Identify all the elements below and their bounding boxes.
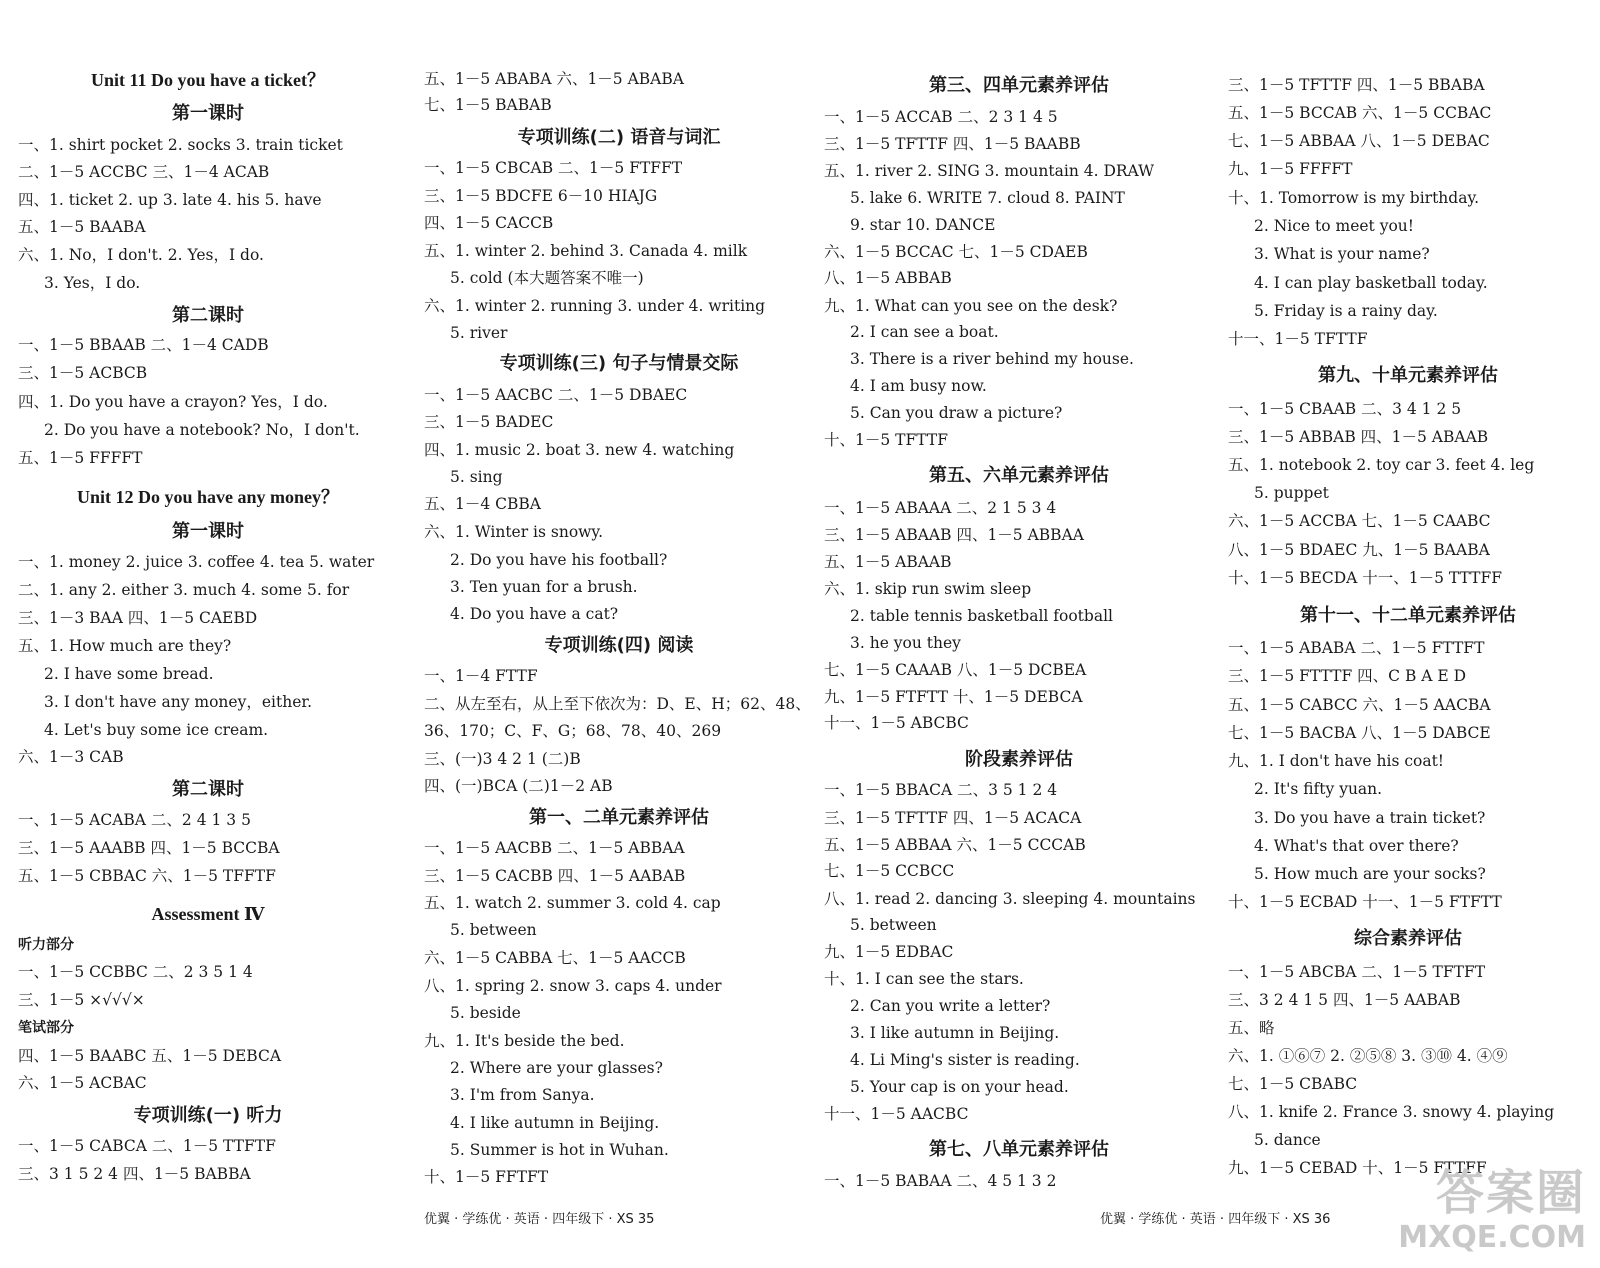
answer-line: 七、1－5 CBABC (1228, 1075, 1358, 1093)
answer-line: 3. he you they (850, 634, 961, 652)
section-heading: 第五、六单元素养评估 (929, 465, 1109, 486)
answer-line: 二、从左至右，从上至下依次为：D、E、H；62、48、 (424, 695, 811, 713)
answer-line: 三、1－5 TFTTF 四、1－5 ACACA (824, 809, 1082, 827)
answer-line: 一、1－5 BABAA 二、4 5 1 3 2 (824, 1172, 1057, 1190)
answer-line: 5. Your cap is on your head. (850, 1078, 1069, 1096)
answer-line: 一、1－5 AACBB 二、1－5 ABBAA (424, 839, 685, 857)
answer-line: 3. Yes，I do. (44, 274, 141, 292)
answer-line: 五、1－5 FFFFT (18, 449, 143, 467)
unit-title: Unit 12 Do you have any money？ (76, 487, 340, 507)
answer-line: 三、1－5 FTTTF 四、C B A E D (1228, 667, 1467, 685)
section-heading: 第一、二单元素养评估 (529, 807, 709, 828)
answer-line: 一、1－5 ACCAB 二、2 3 1 4 5 (824, 108, 1058, 126)
answer-line: 4. Let's buy some ice cream. (44, 721, 269, 739)
answer-line: 2. It's fifty yuan. (1254, 780, 1383, 798)
answer-line: 3. There is a river behind my house. (850, 350, 1134, 368)
answer-line: 一、1－5 ABABA 二、1－5 FTTFT (1228, 639, 1485, 657)
answer-line: 三、1－5 ACBCB (18, 364, 148, 382)
section-heading: 专项训练(二) 语音与词汇 (517, 127, 721, 148)
section-heading: 第十一、十二单元素养评估 (1300, 605, 1516, 626)
answer-line: 四、1－5 CACCB (424, 214, 554, 232)
answer-line: 一、1－5 CCBBC 二、2 3 5 1 4 (18, 963, 253, 981)
watermark-text-2: MXQE.COM (1398, 1220, 1586, 1255)
answer-line: 四、1. ticket 2. up 3. late 4. his 5. have (18, 191, 322, 209)
answer-line: 五、1－5 ABAAB (824, 553, 952, 571)
answer-line: 九、1. I don't have his coat! (1228, 752, 1445, 770)
answer-line: 五、1. watch 2. summer 3. cold 4. cap (424, 894, 721, 912)
answer-line: 三、1－5 ×√√√× (18, 991, 145, 1009)
answer-line: 十一、1－5 ABCBC (824, 714, 969, 732)
answer-line: 十一、1－5 TFTTF (1228, 330, 1368, 348)
answer-line: 三、1－5 TFTTF 四、1－5 BAABB (824, 135, 1081, 153)
answer-line: 七、1－5 BACBA 八、1－5 DABCE (1228, 724, 1491, 742)
answer-line: 3. I like autumn in Beijing. (850, 1024, 1060, 1042)
answer-line: 一、1－5 ABAAA 二、2 1 5 3 4 (824, 499, 1057, 517)
answer-line: 三、1－5 ABAAB 四、1－5 ABBAA (824, 526, 1084, 544)
watermark-logo (1396, 1154, 1586, 1260)
section-heading: 专项训练(四) 阅读 (544, 635, 694, 656)
answer-line: 六、1－5 BCCAC 七、1－5 CDAEB (824, 243, 1088, 261)
answer-line: 十一、1－5 AACBC (824, 1105, 969, 1123)
subsection-label: 笔试部分 (18, 1020, 74, 1036)
page-footer-right: 优翼 · 学练优 · 英语 · 四年级下 · XS 36 (1100, 1212, 1331, 1227)
answer-line: 一、1－5 ACABA 二、2 4 1 3 5 (18, 811, 251, 829)
answer-line: 5. puppet (1254, 484, 1329, 502)
answer-line: 5. lake 6. WRITE 7. cloud 8. PAINT (850, 189, 1125, 207)
answer-line: 六、1－3 CAB (18, 748, 124, 766)
answer-line: 四、1. Do you have a crayon? Yes，I do. (18, 393, 328, 411)
answer-line: 六、1－5 ACBAC (18, 1074, 147, 1092)
answer-line: 三、1－5 CACBB 四、1－5 AABAB (424, 867, 686, 885)
section-heading: 阶段素养评估 (965, 749, 1073, 770)
answer-line: 4. I am busy now. (850, 377, 987, 395)
answer-line: 9. star 10. DANCE (850, 216, 996, 234)
answer-line: 九、1－5 EDBAC (824, 943, 954, 961)
answer-line: 五、1－4 CBBA (424, 495, 541, 513)
answer-line: 四、1. music 2. boat 3. new 4. watching (424, 441, 735, 459)
answer-line: 一、1－5 CABCA 二、1－5 TTFTF (18, 1137, 276, 1155)
unit-title: Unit 11 Do you have a ticket？ (91, 70, 325, 90)
section-heading: 专项训练(一) 听力 (133, 1105, 283, 1126)
answer-line: 十、1. I can see the stars. (824, 970, 1024, 988)
answer-line: 3. I don't have any money，either. (44, 693, 312, 711)
answer-line: 五、1. river 2. SING 3. mountain 4. DRAW (824, 162, 1155, 180)
answer-line: 五、1－5 CABCC 六、1－5 AACBA (1228, 696, 1491, 714)
answer-line: 一、1－5 CBAAB 二、3 4 1 2 5 (1228, 400, 1462, 418)
answer-line: 五、1. winter 2. behind 3. Canada 4. milk (424, 242, 748, 260)
section-heading: 专项训练(三) 句子与情景交际 (499, 353, 739, 374)
answer-line: 三、1－5 BADEC (424, 413, 554, 431)
answer-line: 五、1－5 BCCAB 六、1－5 CCBAC (1228, 104, 1492, 122)
answer-line: 六、1. skip run swim sleep (824, 580, 1032, 598)
answer-line: 5. river (450, 324, 508, 342)
answer-line: 四、(一)BCA (二)1－2 AB (424, 777, 613, 795)
answer-line: 2. Nice to meet you! (1254, 217, 1415, 235)
answer-line: 五、1－5 CBBAC 六、1－5 TFFTF (18, 867, 276, 885)
answer-line: 5. beside (450, 1004, 521, 1022)
answer-line: 六、1. Winter is snowy. (424, 523, 604, 541)
answer-line: 五、1－5 BAABA (18, 218, 146, 236)
answer-line: 三、(一)3 4 2 1 (二)B (424, 750, 581, 768)
answer-line: 一、1－5 BBACA 二、3 5 1 2 4 (824, 781, 1058, 799)
unit-title: Assessment Ⅳ (151, 904, 265, 924)
answer-line: 十、1－5 BECDA 十一、1－5 TTTFF (1228, 569, 1503, 587)
answer-line: 4. What's that over there? (1254, 837, 1459, 855)
answer-line: 2. I have some bread. (44, 665, 214, 683)
answer-line: 三、1－5 TFTTF 四、1－5 BBABA (1228, 76, 1485, 94)
answer-line: 5. sing (450, 468, 503, 486)
answer-line: 八、1－5 ABBAB (824, 269, 952, 287)
answer-line: 一、1. shirt pocket 2. socks 3. train ticket (18, 136, 343, 154)
section-heading: 第一课时 (172, 521, 244, 542)
answer-line: 一、1－5 CBCAB 二、1－5 FTFFT (424, 159, 683, 177)
answer-line: 五、1. How much are they? (18, 637, 232, 655)
section-heading: 第九、十单元素养评估 (1318, 365, 1498, 386)
answer-line: 5. Friday is a rainy day. (1254, 302, 1438, 320)
answer-line: 3. Ten yuan for a brush. (450, 578, 638, 596)
answer-line: 六、1. winter 2. running 3. under 4. writing (424, 297, 766, 315)
answer-line: 九、1. It's beside the bed. (424, 1032, 625, 1050)
section-heading: 第三、四单元素养评估 (929, 75, 1109, 96)
answer-line: 4. Li Ming's sister is reading. (850, 1051, 1080, 1069)
answer-line: 5. dance (1254, 1131, 1321, 1149)
answer-line: 七、1－5 CCBCC (824, 862, 955, 880)
section-heading: 第一课时 (172, 103, 244, 124)
answer-line: 三、3 2 4 1 5 四、1－5 AABAB (1228, 991, 1461, 1009)
answer-line: 5. Can you draw a picture? (850, 404, 1063, 422)
answer-line: 三、1－5 BDCFE 6－10 HIAJG (424, 187, 658, 205)
answer-line: 九、1－5 FFFFT (1228, 160, 1353, 178)
answer-line: 5. Summer is hot in Wuhan. (450, 1141, 669, 1159)
answer-line: 二、1. any 2. either 3. much 4. some 5. for (18, 581, 350, 599)
answer-line: 五、1－5 ABABA 六、1－5 ABABA (424, 70, 684, 88)
answer-line: 七、1－5 CAAAB 八、1－5 DCBEA (824, 661, 1087, 679)
answer-line: 4. Do you have a cat? (450, 605, 619, 623)
answer-line: 九、1－5 FTFTT 十、1－5 DEBCA (824, 688, 1083, 706)
answer-line: 一、1－5 AACBC 二、1－5 DBAEC (424, 386, 688, 404)
section-heading: 综合素养评估 (1354, 928, 1462, 949)
answer-line: 四、1－5 BAABC 五、1－5 DEBCA (18, 1047, 282, 1065)
answer-line: 三、3 1 5 2 4 四、1－5 BABBA (18, 1165, 251, 1183)
watermark-text-1: 答案圈 (1435, 1165, 1586, 1221)
answer-line: 六、1－5 CABBA 七、1－5 AACCB (424, 949, 686, 967)
answer-line: 2. Where are your glasses? (450, 1059, 663, 1077)
answer-line: 五、1－5 ABBAA 六、1－5 CCCAB (824, 836, 1086, 854)
answer-line: 36、170；C、F、G；68、78、40、269 (424, 722, 722, 740)
answer-line: 十、1－5 ECBAD 十一、1－5 FTFTT (1228, 893, 1502, 911)
answer-line: 十、1－5 FFTFT (424, 1168, 549, 1186)
answer-line: 六、1－5 ACCBA 七、1－5 CAABC (1228, 512, 1491, 530)
answer-line: 八、1. knife 2. France 3. snowy 4. playing (1228, 1103, 1555, 1121)
answer-line: 2. Can you write a letter? (850, 997, 1051, 1015)
answer-line: 五、1. notebook 2. toy car 3. feet 4. leg (1228, 456, 1535, 474)
answer-line: 5. between (450, 921, 537, 939)
answer-line: 5. How much are your socks? (1254, 865, 1486, 883)
answer-line: 5. cold (本大题答案不唯一) (450, 269, 644, 287)
answer-line: 二、1－5 ACCBC 三、1－4 ACAB (18, 163, 270, 181)
answer-line: 五、略 (1228, 1019, 1275, 1037)
answer-line: 七、1－5 BABAB (424, 96, 552, 114)
answer-line: 一、1. money 2. juice 3. coffee 4. tea 5. water (18, 553, 375, 571)
answer-line: 十、1－5 TFTTF (824, 431, 948, 449)
section-heading: 第二课时 (172, 305, 244, 326)
answer-line: 3. Do you have a train ticket? (1254, 809, 1486, 827)
section-heading: 第七、八单元素养评估 (929, 1139, 1109, 1160)
answer-line: 2. Do you have a notebook? No，I don't. (44, 421, 360, 439)
answer-line: 2. Do you have his football? (450, 551, 668, 569)
answer-line: 一、1－5 BBAAB 二、1－4 CADB (18, 336, 269, 354)
answer-line: 2. I can see a boat. (850, 323, 999, 341)
answer-line: 六、1. ①⑥⑦ 2. ②⑤⑧ 3. ③⑩ 4. ④⑨ (1228, 1047, 1508, 1065)
answer-line: 三、1－5 ABBAB 四、1－5 ABAAB (1228, 428, 1489, 446)
answer-line: 一、1－4 FTTF (424, 667, 538, 685)
answer-line: 九、1. What can you see on the desk? (824, 297, 1118, 315)
answer-line: 六、1. No，I don't. 2. Yes，I do. (18, 246, 264, 264)
answer-line: 2. table tennis basketball football (850, 607, 1113, 625)
answer-line: 一、1－5 ABCBA 二、1－5 TFTFT (1228, 963, 1486, 981)
answer-line: 七、1－5 ABBAA 八、1－5 DEBAC (1228, 132, 1490, 150)
page-footer-left: 优翼 · 学练优 · 英语 · 四年级下 · XS 35 (424, 1212, 655, 1227)
answer-line: 十、1. Tomorrow is my birthday. (1228, 189, 1480, 207)
answer-line: 八、1. spring 2. snow 3. caps 4. under (424, 977, 722, 995)
section-heading: 第二课时 (172, 779, 244, 800)
answer-line: 三、1－5 AAABB 四、1－5 BCCBA (18, 839, 280, 857)
answer-line: 3. I'm from Sanya. (450, 1086, 595, 1104)
answer-line: 三、1－3 BAA 四、1－5 CAEBD (18, 609, 258, 627)
answer-line: 4. I like autumn in Beijing. (450, 1114, 660, 1132)
answer-line: 5. between (850, 916, 937, 934)
answer-line: 八、1. read 2. dancing 3. sleeping 4. mountains (824, 890, 1196, 908)
answer-line: 八、1－5 BDAEC 九、1－5 BAABA (1228, 541, 1490, 559)
answer-line: 3. What is your name? (1254, 245, 1430, 263)
subsection-label: 听力部分 (18, 937, 74, 953)
answer-line: 九、1－5 CEBAD 十、1－5 FTTFF (1228, 1159, 1487, 1177)
answer-line: 4. I can play basketball today. (1254, 274, 1488, 292)
